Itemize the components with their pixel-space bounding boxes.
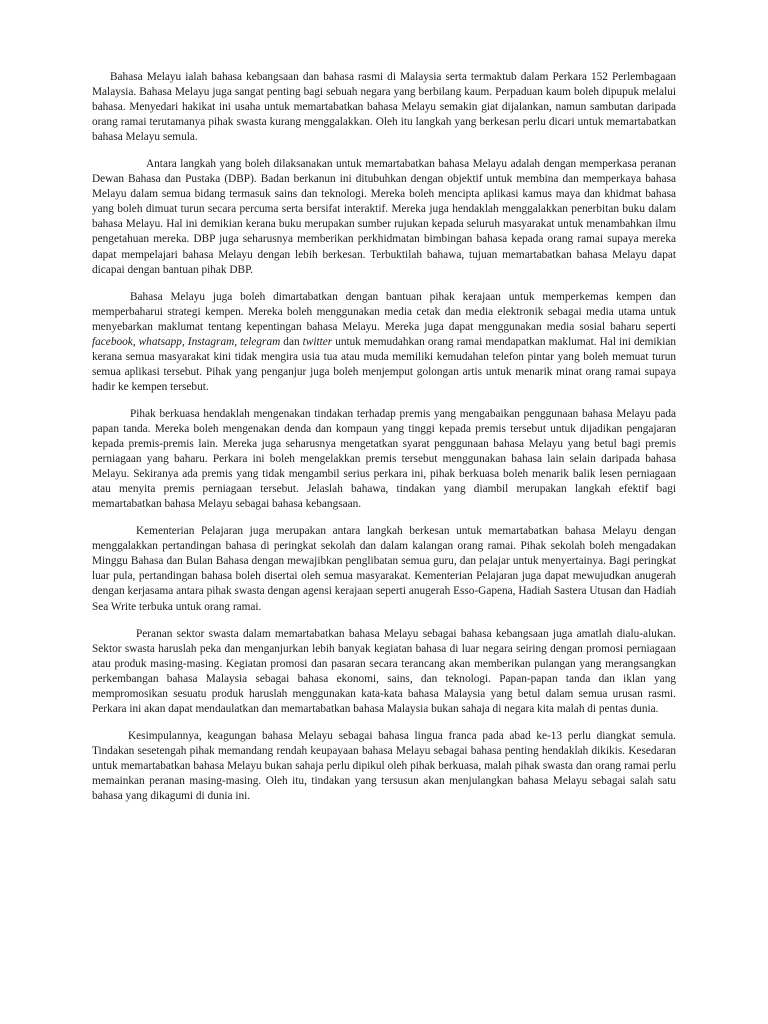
paragraph-authorities: Pihak berkuasa hendaklah mengenakan tindakan terhadap premis yang mengabaikan penggunaan bahasa Melayu pada papan tanda. Mereka boleh mengenakan denda dan kompaun yang tinggi kepada premis tersebut untuk dijadikan pengajaran kepada premis-premis lain. Mereka juga seharusnya mengetatkan syarat penggunaan bahasa Melayu yang betul bagi premis perniagaan yang baharu. Perkara ini boleh mengelakkan premis tersebut menggunakan bahasa lain selain daripada bahasa Melayu. Sekiranya ada premis yang tidak mengambil serius perkara ini, pihak berkuasa boleh menarik balik lesen perniagaan atau menyita premis perniagaan tersebut. Jelaslah bahawa, tindakan yang diambil merupakan langkah efektif bagi memartabatkan bahasa Melayu sebagai bahasa kebangsaan. xyxy=(92,407,676,511)
italic-social-media-terms: facebook, whatsapp, Instagram, telegram xyxy=(92,335,281,348)
paragraph-introduction: Bahasa Melayu ialah bahasa kebangsaan dan bahasa rasmi di Malaysia serta termaktub dalam Perkara 152 Perlembagaan Malaysia. Bahasa Melayu juga sangat penting bagi sebuah negara yang berbilang kaum. Perpaduan kaum boleh dipupuk melalui bahasa. Menyedari hakikat ini usaha untuk memartabatkan bahasa Melayu semakin giat dijalankan, namun sambutan daripada orang ramai terutamanya pihak swasta kurang menggalakkan. Oleh itu langkah yang berkesan perlu dicari untuk memartabatkan bahasa Melayu semula. xyxy=(92,71,676,144)
paragraph-text-segment: Bahasa Melayu juga boleh dimartabatkan dengan bantuan pihak kerajaan untuk memperkemas kempen dan memperbaharui strategi kempen. Mereka boleh menggunakan media cetak dan media elektronik sebagai media utama untuk menyebarkan maklumat tentang kepentingan bahasa Melayu. Mereka juga dapat menggunakan media sosial baharu seperti xyxy=(92,290,676,333)
paragraph-private-sector: Peranan sektor swasta dalam memartabatkan bahasa Melayu sebagai bahasa kebangsaan juga amatlah dialu-alukan. Sektor swasta haruslah peka dan menganjurkan lebih banyak kegiatan bahasa di luar negara seiring dengan promosi perniagaan atau produk masing-masing. Kegiatan promosi dan pasaran secara terancang akan memberikan pulangan yang merangsangkan perkembangan bahasa Malaysia sebagai bahasa ekonomi, sains, dan teknologi. Papan-papan tanda dan iklan yang mempromosikan sesuatu produk haruslah menggunakan kata-kata bahasa Malaysia yang betul dalam semua urusan rasmi. Perkara ini akan dapat mendaulatkan dan memartabatkan bahasa Malaysia bukan sahaja di negara kita malah di pentas dunia. xyxy=(92,627,676,715)
paragraph-conclusion: Kesimpulannya, keagungan bahasa Melayu sebagai bahasa lingua franca pada abad ke-13 perlu diangkat semula. Tindakan sesetengah pihak memandang rendah keupayaan bahasa Melayu sebagai bahasa penting hendaklah dikikis. Kesedaran untuk memartabatkan bahasa Melayu bukan sahaja perlu dipikul oleh pihak berkuasa, malah pihak swasta dan orang ramai perlu memainkan peranan masing-masing. Oleh itu, tindakan yang tersusun akan menjulangkan bahasa Melayu sebagai salah satu bahasa yang dikagumi di dunia ini. xyxy=(92,729,676,803)
paragraph-dbp: Antara langkah yang boleh dilaksanakan untuk memartabatkan bahasa Melayu adalah dengan memperkasa peranan Dewan Bahasa dan Pustaka (DBP). Badan berkanun ini ditubuhkan dengan objektif untuk membina dan memperkaya bahasa Melayu dalam semua bidang termasuk sains dan teknologi. Mereka boleh mencipta aplikasi kamus maya dan khidmat bahasa yang boleh dimuat turun secara percuma serta bersifat interaktif. Mereka juga hendaklah menggalakkan penerbitan buku dalam bahasa Melayu. Hal ini demikian kerana buku merupakan sumber rujukan kepada seluruh masyarakat untuk menambahkan ilmu pengetahuan mereka. DBP juga seharusnya memberikan perkhidmatan bimbingan bahasa kepada orang ramai supaya mereka dapat mempelajari bahasa Melayu dengan lebih berkesan. Terbuktilah bahawa, tujuan memartabatkan bahasa Melayu dapat dicapai dengan bantuan pihak DBP. xyxy=(92,158,676,276)
italic-social-media-term: twitter xyxy=(302,335,333,348)
paragraph-education-ministry: Kementerian Pelajaran juga merupakan antara langkah berkesan untuk memartabatkan bahasa Melayu dengan menggalakkan pertandingan bahasa di peringkat sekolah dan dalam kalangan orang ramai. Pihak sekolah boleh mengadakan Minggu Bahasa dan Bulan Bahasa dengan mewajibkan penglibatan semua guru, dan pelajar untuk menyertainya. Bagi peringkat luar pula, pertandingan bahasa boleh disertai oleh semua masyarakat. Kementerian Pelajaran juga dapat mewujudkan anugerah dengan kerjasama antara pihak swasta dengan agensi kerajaan seperti anugerah Esso-Gapena, Hadiah Sastera Utusan dan Hadiah Sea Write terbuka untuk orang ramai. xyxy=(92,525,676,613)
document-page xyxy=(92,70,676,816)
paragraph-text-segment: dan xyxy=(280,335,303,348)
paragraph-text-segment: untuk memudahkan orang ramai mendapatkan maklumat. Hal ini demikian kerana semua masyarakat kini tidak mengira usia tua atau muda memiliki kemudahan telefon pintar yang boleh memuat turun semua aplikasi tersebut. Pihak yang penganjur juga boleh menjemput golongan artis untuk menarik minat orang ramai supaya hadir ke kempen tersebut. xyxy=(92,335,676,393)
paragraph-government-campaign xyxy=(92,290,676,395)
